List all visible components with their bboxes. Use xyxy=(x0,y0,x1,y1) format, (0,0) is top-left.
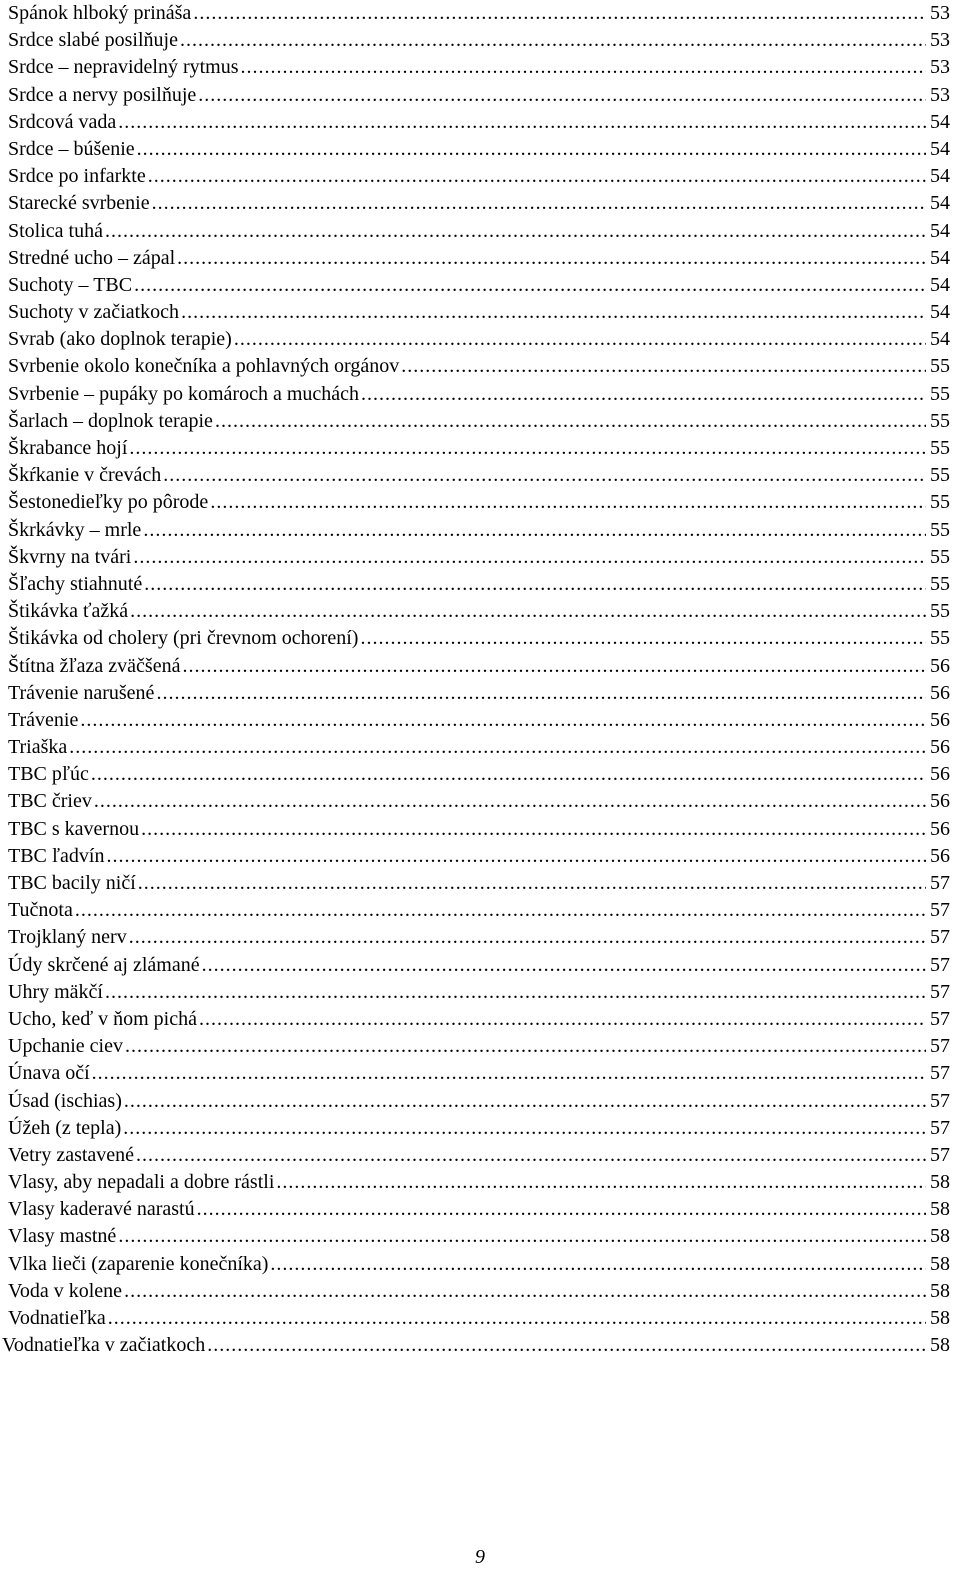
dot-leader xyxy=(202,952,926,979)
table-of-contents xyxy=(2,0,950,1359)
dot-leader xyxy=(129,924,926,951)
toc-entry-page: 57 xyxy=(930,1116,950,1139)
toc-entry-title: Vlka lieči (zaparenie konečníka) xyxy=(8,1252,269,1275)
toc-entry-page: 55 xyxy=(930,464,950,487)
toc-entry-title: Údy skrčené aj zlámané xyxy=(8,953,200,976)
toc-entry-title: Štikávka od cholery (pri črevnom ochorení) xyxy=(8,627,359,650)
toc-entry-page: 58 xyxy=(930,1307,950,1329)
toc-entry-title: Vlasy kaderavé narastú xyxy=(8,1198,195,1221)
toc-entry xyxy=(8,408,950,435)
toc-entry-title: Srdce po infarkte xyxy=(8,165,146,188)
toc-entry-title: Trávenie xyxy=(8,708,79,731)
dot-leader xyxy=(197,1196,926,1223)
toc-entry xyxy=(8,979,950,1006)
toc-entry-title: Štítna žľaza zväčšená xyxy=(8,654,181,677)
toc-entry-title: Vlasy, aby nepadali a dobre rástli xyxy=(8,1171,275,1194)
toc-entry xyxy=(8,1196,950,1223)
dot-leader xyxy=(125,1033,926,1060)
toc-entry-page: 54 xyxy=(930,273,950,296)
toc-entry xyxy=(8,544,950,571)
dot-leader xyxy=(118,109,926,136)
dot-leader xyxy=(143,517,926,544)
toc-entry-title: Trojklaný nerv xyxy=(8,926,127,949)
dot-leader xyxy=(91,761,926,788)
toc-entry-page: 53 xyxy=(930,29,950,52)
toc-entry-page: 53 xyxy=(930,56,950,79)
toc-entry xyxy=(8,598,950,625)
toc-entry-title: TBC pľúc xyxy=(8,763,89,786)
toc-entry xyxy=(2,1332,950,1359)
toc-entry-title: Škrkávky – mrle xyxy=(8,518,142,541)
toc-entry-title: Svrab (ako doplnok terapie) xyxy=(8,328,232,351)
dot-leader xyxy=(80,707,926,734)
dot-leader xyxy=(276,1169,926,1196)
toc-entry-title: TBC ľadvín xyxy=(8,844,105,867)
toc-entry-page: 55 xyxy=(930,355,950,378)
toc-entry-title: Škrabance hojí xyxy=(8,437,128,459)
toc-entry-page: 54 xyxy=(930,219,950,242)
toc-entry xyxy=(8,1305,950,1332)
toc-entry xyxy=(8,1033,950,1060)
toc-entry-title: Vodnatieľka v začiatkoch xyxy=(2,1334,206,1357)
dot-leader xyxy=(94,788,926,815)
toc-entry-title: Svrbenie okolo konečníka a pohlavných orgánov xyxy=(8,355,400,378)
dot-leader xyxy=(141,816,926,843)
dot-leader xyxy=(138,870,926,897)
dot-leader xyxy=(199,1006,926,1033)
dot-leader xyxy=(152,190,926,217)
toc-entry-page: 57 xyxy=(930,872,950,894)
toc-entry-page: 54 xyxy=(930,110,950,133)
toc-entry-title: Stredné ucho – zápal xyxy=(8,246,176,269)
dot-leader xyxy=(361,381,926,408)
toc-entry xyxy=(8,218,950,245)
dot-leader xyxy=(180,27,926,54)
toc-entry-page: 58 xyxy=(930,1171,950,1194)
toc-entry xyxy=(8,653,950,680)
toc-entry-page: 55 xyxy=(930,572,950,595)
toc-entry xyxy=(8,924,950,951)
toc-entry-title: Šarlach – doplnok terapie xyxy=(8,409,213,432)
toc-entry-title: Suchoty – TBC xyxy=(8,273,133,296)
toc-entry-page: 58 xyxy=(930,1225,950,1248)
dot-leader xyxy=(193,0,926,27)
dot-leader xyxy=(148,163,926,190)
toc-entry xyxy=(8,54,950,81)
toc-entry xyxy=(8,82,950,109)
dot-leader xyxy=(177,245,926,272)
toc-entry-page: 54 xyxy=(930,137,950,160)
toc-entry xyxy=(8,163,950,190)
dot-leader xyxy=(134,272,926,299)
toc-entry-title: Srdce a nervy posilňuje xyxy=(8,83,197,106)
toc-entry xyxy=(8,190,950,217)
dot-leader xyxy=(69,734,926,761)
toc-entry xyxy=(8,517,950,544)
toc-entry xyxy=(8,1060,950,1087)
toc-entry xyxy=(8,462,950,489)
dot-leader xyxy=(234,326,926,353)
toc-entry-title: Štikávka ťažká xyxy=(8,600,129,623)
toc-entry-title: Tučnota xyxy=(8,899,73,922)
toc-entry-page: 55 xyxy=(930,409,950,432)
toc-entry-title: Šestonedieľky po pôrode xyxy=(8,491,209,514)
dot-leader xyxy=(130,598,926,625)
toc-entry-page: 56 xyxy=(930,681,950,704)
toc-entry-page: 55 xyxy=(930,518,950,541)
dot-leader xyxy=(105,218,926,245)
toc-entry-page: 57 xyxy=(930,1143,950,1166)
toc-entry-page: 57 xyxy=(930,1062,950,1085)
toc-entry-page: 58 xyxy=(930,1252,950,1275)
toc-entry-page: 53 xyxy=(930,83,950,106)
toc-entry-page: 57 xyxy=(930,926,950,949)
toc-entry-page: 57 xyxy=(930,1007,950,1030)
toc-entry xyxy=(8,680,950,707)
toc-entry xyxy=(8,353,950,380)
dot-leader xyxy=(137,136,926,163)
toc-entry-page: 56 xyxy=(930,736,950,759)
toc-entry xyxy=(8,761,950,788)
dot-leader xyxy=(210,489,926,516)
toc-entry-page: 55 xyxy=(930,437,950,459)
toc-entry-page: 56 xyxy=(930,790,950,813)
toc-entry-title: Srdce – búšenie xyxy=(8,137,135,160)
toc-entry-page: 57 xyxy=(930,1089,950,1112)
toc-entry-page: 56 xyxy=(930,844,950,867)
dot-leader xyxy=(108,1305,926,1332)
toc-entry-title: Spánok hlboký prináša xyxy=(8,2,192,24)
toc-entry-title: Srdce – nepravidelný rytmus xyxy=(8,56,239,79)
toc-entry-page: 54 xyxy=(930,328,950,351)
toc-entry-title: Stolica tuhá xyxy=(8,219,103,242)
toc-entry-title: Ucho, keď v ňom pichá xyxy=(8,1007,197,1030)
toc-entry xyxy=(8,136,950,163)
toc-entry-title: Škvrny na tvári xyxy=(8,545,132,568)
toc-entry-page: 56 xyxy=(930,654,950,677)
toc-entry-page: 58 xyxy=(930,1334,950,1357)
dot-leader xyxy=(163,462,926,489)
toc-entry-title: Vodnatieľka xyxy=(8,1307,106,1329)
toc-entry-page: 56 xyxy=(930,763,950,786)
toc-entry-title: Vlasy mastné xyxy=(8,1225,117,1248)
toc-entry-title: Úsad (ischias) xyxy=(8,1089,122,1112)
toc-entry xyxy=(8,109,950,136)
toc-entry xyxy=(8,1088,950,1115)
toc-entry xyxy=(8,788,950,815)
toc-entry-page: 57 xyxy=(930,980,950,1003)
dot-leader xyxy=(156,680,926,707)
toc-entry-page: 55 xyxy=(930,382,950,405)
toc-entry-title: Starecké svrbenie xyxy=(8,192,150,215)
toc-entry-page: 57 xyxy=(930,953,950,976)
toc-entry xyxy=(8,1006,950,1033)
toc-entry xyxy=(8,952,950,979)
toc-entry xyxy=(8,1251,950,1278)
toc-entry-page: 55 xyxy=(930,545,950,568)
dot-leader xyxy=(401,353,926,380)
toc-entry-title: Voda v kolene xyxy=(8,1279,123,1302)
toc-entry-title: Triaška xyxy=(8,736,68,759)
toc-entry-title: Uhry mäkčí xyxy=(8,980,103,1003)
page-number: 9 xyxy=(475,1546,485,1568)
toc-entry-title: Suchoty v začiatkoch xyxy=(8,301,180,324)
dot-leader xyxy=(215,408,926,435)
toc-entry-page: 57 xyxy=(930,899,950,922)
toc-entry-page: 57 xyxy=(930,1035,950,1058)
toc-entry-page: 55 xyxy=(930,600,950,623)
toc-entry xyxy=(8,1223,950,1250)
toc-entry-page: 54 xyxy=(930,246,950,269)
toc-entry-title: Škŕkanie v črevách xyxy=(8,464,162,487)
toc-entry-title: TBC bacily ničí xyxy=(8,872,136,894)
toc-entry xyxy=(8,707,950,734)
toc-entry-page: 55 xyxy=(930,491,950,514)
toc-entry-title: Úžeh (z tepla) xyxy=(8,1116,122,1139)
dot-leader xyxy=(144,571,926,598)
dot-leader xyxy=(241,54,927,81)
toc-entry-page: 54 xyxy=(930,301,950,324)
dot-leader xyxy=(118,1223,926,1250)
toc-entry-title: Šľachy stiahnuté xyxy=(8,572,143,595)
dot-leader xyxy=(198,82,926,109)
toc-entry xyxy=(8,0,950,27)
dot-leader xyxy=(75,897,926,924)
toc-entry xyxy=(8,870,950,897)
dot-leader xyxy=(129,435,926,462)
toc-entry xyxy=(8,435,950,462)
toc-entry-title: Svrbenie – pupáky po komároch a muchách xyxy=(8,382,360,405)
toc-entry-title: TBC s kavernou xyxy=(8,817,140,840)
toc-entry xyxy=(8,245,950,272)
dot-leader xyxy=(92,1060,926,1087)
toc-entry xyxy=(8,1115,950,1142)
toc-entry-title: Upchanie ciev xyxy=(8,1035,123,1058)
dot-leader xyxy=(133,544,926,571)
toc-entry xyxy=(8,326,950,353)
dot-leader xyxy=(124,1088,926,1115)
dot-leader xyxy=(105,979,926,1006)
toc-entry xyxy=(8,299,950,326)
toc-entry-page: 58 xyxy=(930,1198,950,1221)
dot-leader xyxy=(360,625,926,652)
dot-leader xyxy=(106,843,926,870)
toc-entry xyxy=(8,1278,950,1305)
toc-entry xyxy=(8,571,950,598)
toc-entry-title: Únava očí xyxy=(8,1062,90,1085)
dot-leader xyxy=(182,653,926,680)
toc-entry xyxy=(8,272,950,299)
toc-entry-title: Trávenie narušené xyxy=(8,681,155,704)
toc-entry xyxy=(8,381,950,408)
dot-leader xyxy=(136,1142,926,1169)
toc-entry-page: 55 xyxy=(930,627,950,650)
dot-leader xyxy=(270,1251,926,1278)
toc-entry-page: 56 xyxy=(930,817,950,840)
toc-entry-page: 58 xyxy=(930,1279,950,1302)
dot-leader xyxy=(124,1278,926,1305)
toc-entry-title: Srdcová vada xyxy=(8,110,117,133)
toc-entry xyxy=(8,816,950,843)
dot-leader xyxy=(181,299,926,326)
toc-entry-page: 54 xyxy=(930,165,950,188)
toc-entry xyxy=(8,897,950,924)
toc-entry xyxy=(8,27,950,54)
dot-leader xyxy=(207,1332,926,1359)
toc-entry xyxy=(8,489,950,516)
toc-entry xyxy=(8,1142,950,1169)
toc-entry-page: 56 xyxy=(930,708,950,731)
toc-entry xyxy=(8,625,950,652)
dot-leader xyxy=(123,1115,926,1142)
toc-entry-title: Srdce slabé posilňuje xyxy=(8,29,178,52)
toc-entry xyxy=(8,843,950,870)
toc-entry-page: 53 xyxy=(930,2,950,24)
toc-entry-title: Vetry zastavené xyxy=(8,1143,135,1166)
toc-entry-page: 54 xyxy=(930,192,950,215)
toc-entry xyxy=(8,734,950,761)
toc-entry xyxy=(8,1169,950,1196)
toc-entry-title: TBC čriev xyxy=(8,790,92,813)
